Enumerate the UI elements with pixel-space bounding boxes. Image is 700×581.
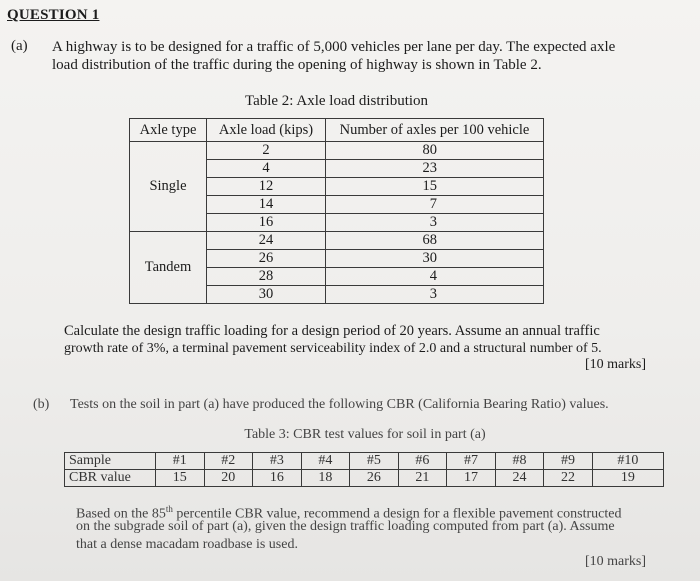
cbr-value-cell: 18 [301, 470, 350, 487]
axle-load-cell: 28 [207, 268, 326, 286]
axle-count-cell: 23 [326, 160, 544, 178]
part-a-task-line2: growth rate of 3%, a terminal pavement serviceability index of 2.0 and a structural number of 5. [64, 341, 602, 356]
table2-caption: Table 2: Axle load distribution [244, 93, 429, 109]
part-b-task-line2: on the subgrade soil of part (a), given the design traffic loading computed from part (a). Assume [76, 519, 615, 534]
part-b-intro: Tests on the soil in part (a) have produced the following CBR (California Bearing Ratio) values. [70, 397, 609, 412]
axle-load-cell: 4 [207, 160, 326, 178]
axle-load-table [129, 118, 544, 304]
part-a-marks: [10 marks] [585, 357, 647, 372]
sample-id-cell: #9 [544, 453, 593, 470]
sample-id-cell: #5 [350, 453, 399, 470]
sample-id-cell: #10 [592, 453, 663, 470]
ordinal-suffix: th [165, 504, 173, 514]
cbr-value-row [65, 470, 664, 487]
cbr-value-cell: 19 [592, 470, 663, 487]
cbr-value-cell: 22 [544, 470, 593, 487]
axle-count-cell: 80 [326, 142, 544, 160]
sample-id-cell: #1 [156, 453, 205, 470]
axle-count-cell: 68 [326, 232, 544, 250]
cbr-table [64, 452, 664, 487]
axle-load-cell: 2 [207, 142, 326, 160]
axle-load-cell: 24 [207, 232, 326, 250]
cbr-value-cell: 20 [204, 470, 253, 487]
axle-load-cell: 26 [207, 250, 326, 268]
part-b-task-line3: that a dense macadam roadbase is used. [76, 537, 298, 552]
axle-load-cell: 30 [207, 286, 326, 304]
cbr-value-cell: 24 [495, 470, 544, 487]
table2-header-axle-type: Axle type [130, 119, 207, 142]
table2-header-axle-count: Number of axles per 100 vehicle [326, 119, 544, 142]
sample-id-cell: #4 [301, 453, 350, 470]
question-title: QUESTION 1 [7, 7, 100, 23]
cbr-value-cell: 21 [398, 470, 447, 487]
table2-header-axle-load: Axle load (kips) [207, 119, 326, 142]
sample-id-cell: #7 [447, 453, 496, 470]
cbr-value-cell: 16 [253, 470, 302, 487]
table2-row [130, 232, 544, 250]
axle-count-cell: 3 [326, 286, 544, 304]
axle-count-cell: 4 [326, 268, 544, 286]
part-b-label: (b) [33, 397, 50, 412]
cbr-value-cell: 26 [350, 470, 399, 487]
part-a-intro-line2: load distribution of the traffic during the opening of highway is shown in Table 2. [52, 57, 542, 73]
part-a-task-line1: Calculate the design traffic loading for a design period of 20 years. Assume an annual traffic [64, 323, 600, 339]
axle-count-cell: 7 [326, 196, 544, 214]
sample-id-cell: #2 [204, 453, 253, 470]
cbr-value-cell: 17 [447, 470, 496, 487]
table3-caption: Table 3: CBR test values for soil in part (a) [244, 427, 486, 442]
axle-count-cell: 3 [326, 214, 544, 232]
axle-load-cell: 16 [207, 214, 326, 232]
cbr-sample-row [65, 453, 664, 470]
part-b-task-line1-post: percentile CBR value, recommend a design for a flexible pavement constructed [172, 506, 622, 522]
table2-row [130, 142, 544, 160]
axle-load-cell: 12 [207, 178, 326, 196]
axle-type-single: Single [130, 142, 207, 232]
sample-id-cell: #8 [495, 453, 544, 470]
axle-load-cell: 14 [207, 196, 326, 214]
part-b-task-line1-pre: Based on the 85 [76, 506, 166, 522]
cbr-sample-label: Sample [65, 453, 156, 470]
cbr-value-label: CBR value [65, 470, 156, 487]
part-a-label: (a) [11, 38, 28, 54]
axle-type-tandem: Tandem [130, 232, 207, 304]
part-b-marks: [10 marks] [585, 554, 647, 569]
sample-id-cell: #6 [398, 453, 447, 470]
cbr-value-cell: 15 [156, 470, 205, 487]
table2-header-row [130, 119, 544, 142]
axle-count-cell: 15 [326, 178, 544, 196]
axle-count-cell: 30 [326, 250, 544, 268]
sample-id-cell: #3 [253, 453, 302, 470]
part-a-intro-line1: A highway is to be designed for a traffic of 5,000 vehicles per lane per day. The expected axle [52, 39, 616, 55]
